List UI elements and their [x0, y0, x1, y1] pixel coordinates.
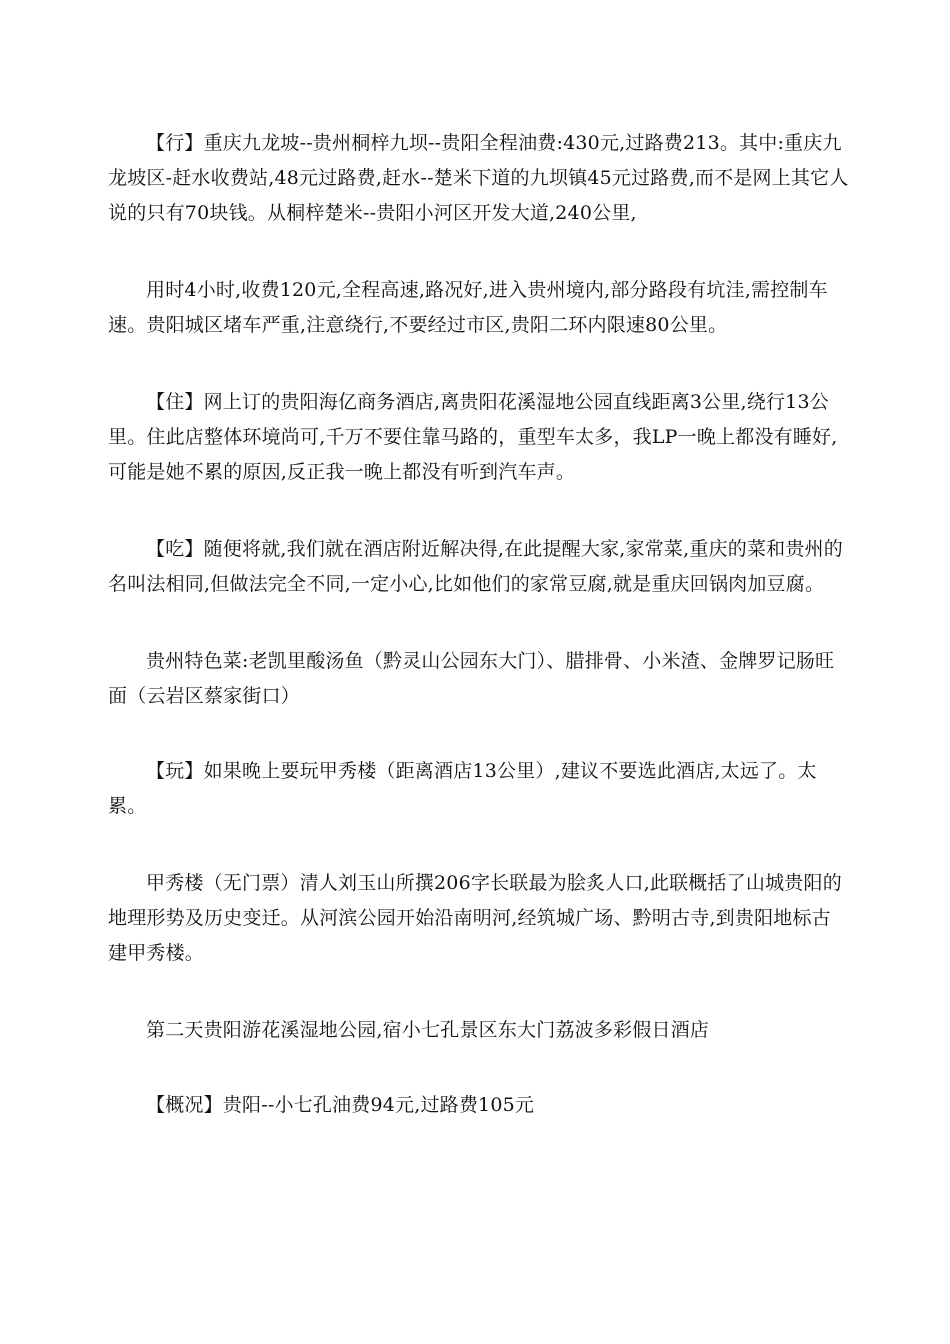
paragraph-day-two: 第二天贵阳游花溪湿地公园,宿小七孔景区东大门荔波多彩假日酒店: [146, 1019, 710, 1041]
paragraph-accommodation: 【住】网上订的贵阳海亿商务酒店,离贵阳花溪湿地公园直线距离3公里,绕行13公里。住此店整体环境尚可,千万不要住靠马路的，重型车太多，我LP一晚上都没有睡好,可能是她不累的原因,反正我一晚上都没有听到汽车声。: [108, 391, 838, 483]
paragraph-overview: 【概况】贵阳--小七孔油费94元,过路费105元: [146, 1094, 535, 1116]
paragraph-guizhou-specialties: 贵州特色菜:老凯里酸汤鱼（黔灵山公园东大门）、腊排骨、小米渣、金牌罗记肠旺面（云岩区蔡家街口）: [108, 650, 835, 707]
paragraph-travel-time: 用时4小时,收费120元,全程高速,路况好,进入贵州境内,部分路段有坑洼,需控制车速。贵阳城区堵车严重,注意绕行,不要经过市区,贵阳二环内限速80公里。: [108, 279, 828, 336]
paragraph-jiaxiu-tower: 甲秀楼（无门票）清人刘玉山所撰206字长联最为脍炙人口,此联概括了山城贵阳的地理形势及历史变迁。从河滨公园开始沿南明河,经筑城广场、黔明古寺,到贵阳地标古建甲秀楼。: [108, 872, 842, 964]
paragraph-entertainment: 【玩】如果晚上要玩甲秀楼（距离酒店13公里）,建议不要选此酒店,太远了。太累。: [108, 760, 817, 817]
paragraph-travel-route: 【行】重庆九龙坡--贵州桐梓九坝--贵阳全程油费:430元,过路费213。其中:重庆九龙坡区-赶水收费站,48元过路费,赶水--楚米下道的九坝镇45元过路费,而不是网上其它人说的只有70块钱。从桐梓楚米--贵阳小河区开发大道,240公里,: [108, 132, 849, 224]
paragraph-food: 【吃】随便将就,我们就在酒店附近解决得,在此提醒大家,家常菜,重庆的菜和贵州的名叫法相同,但做法完全不同,一定小心,比如他们的家常豆腐,就是重庆回锅肉加豆腐。: [108, 538, 843, 595]
document-body: [108, 126, 850, 1165]
